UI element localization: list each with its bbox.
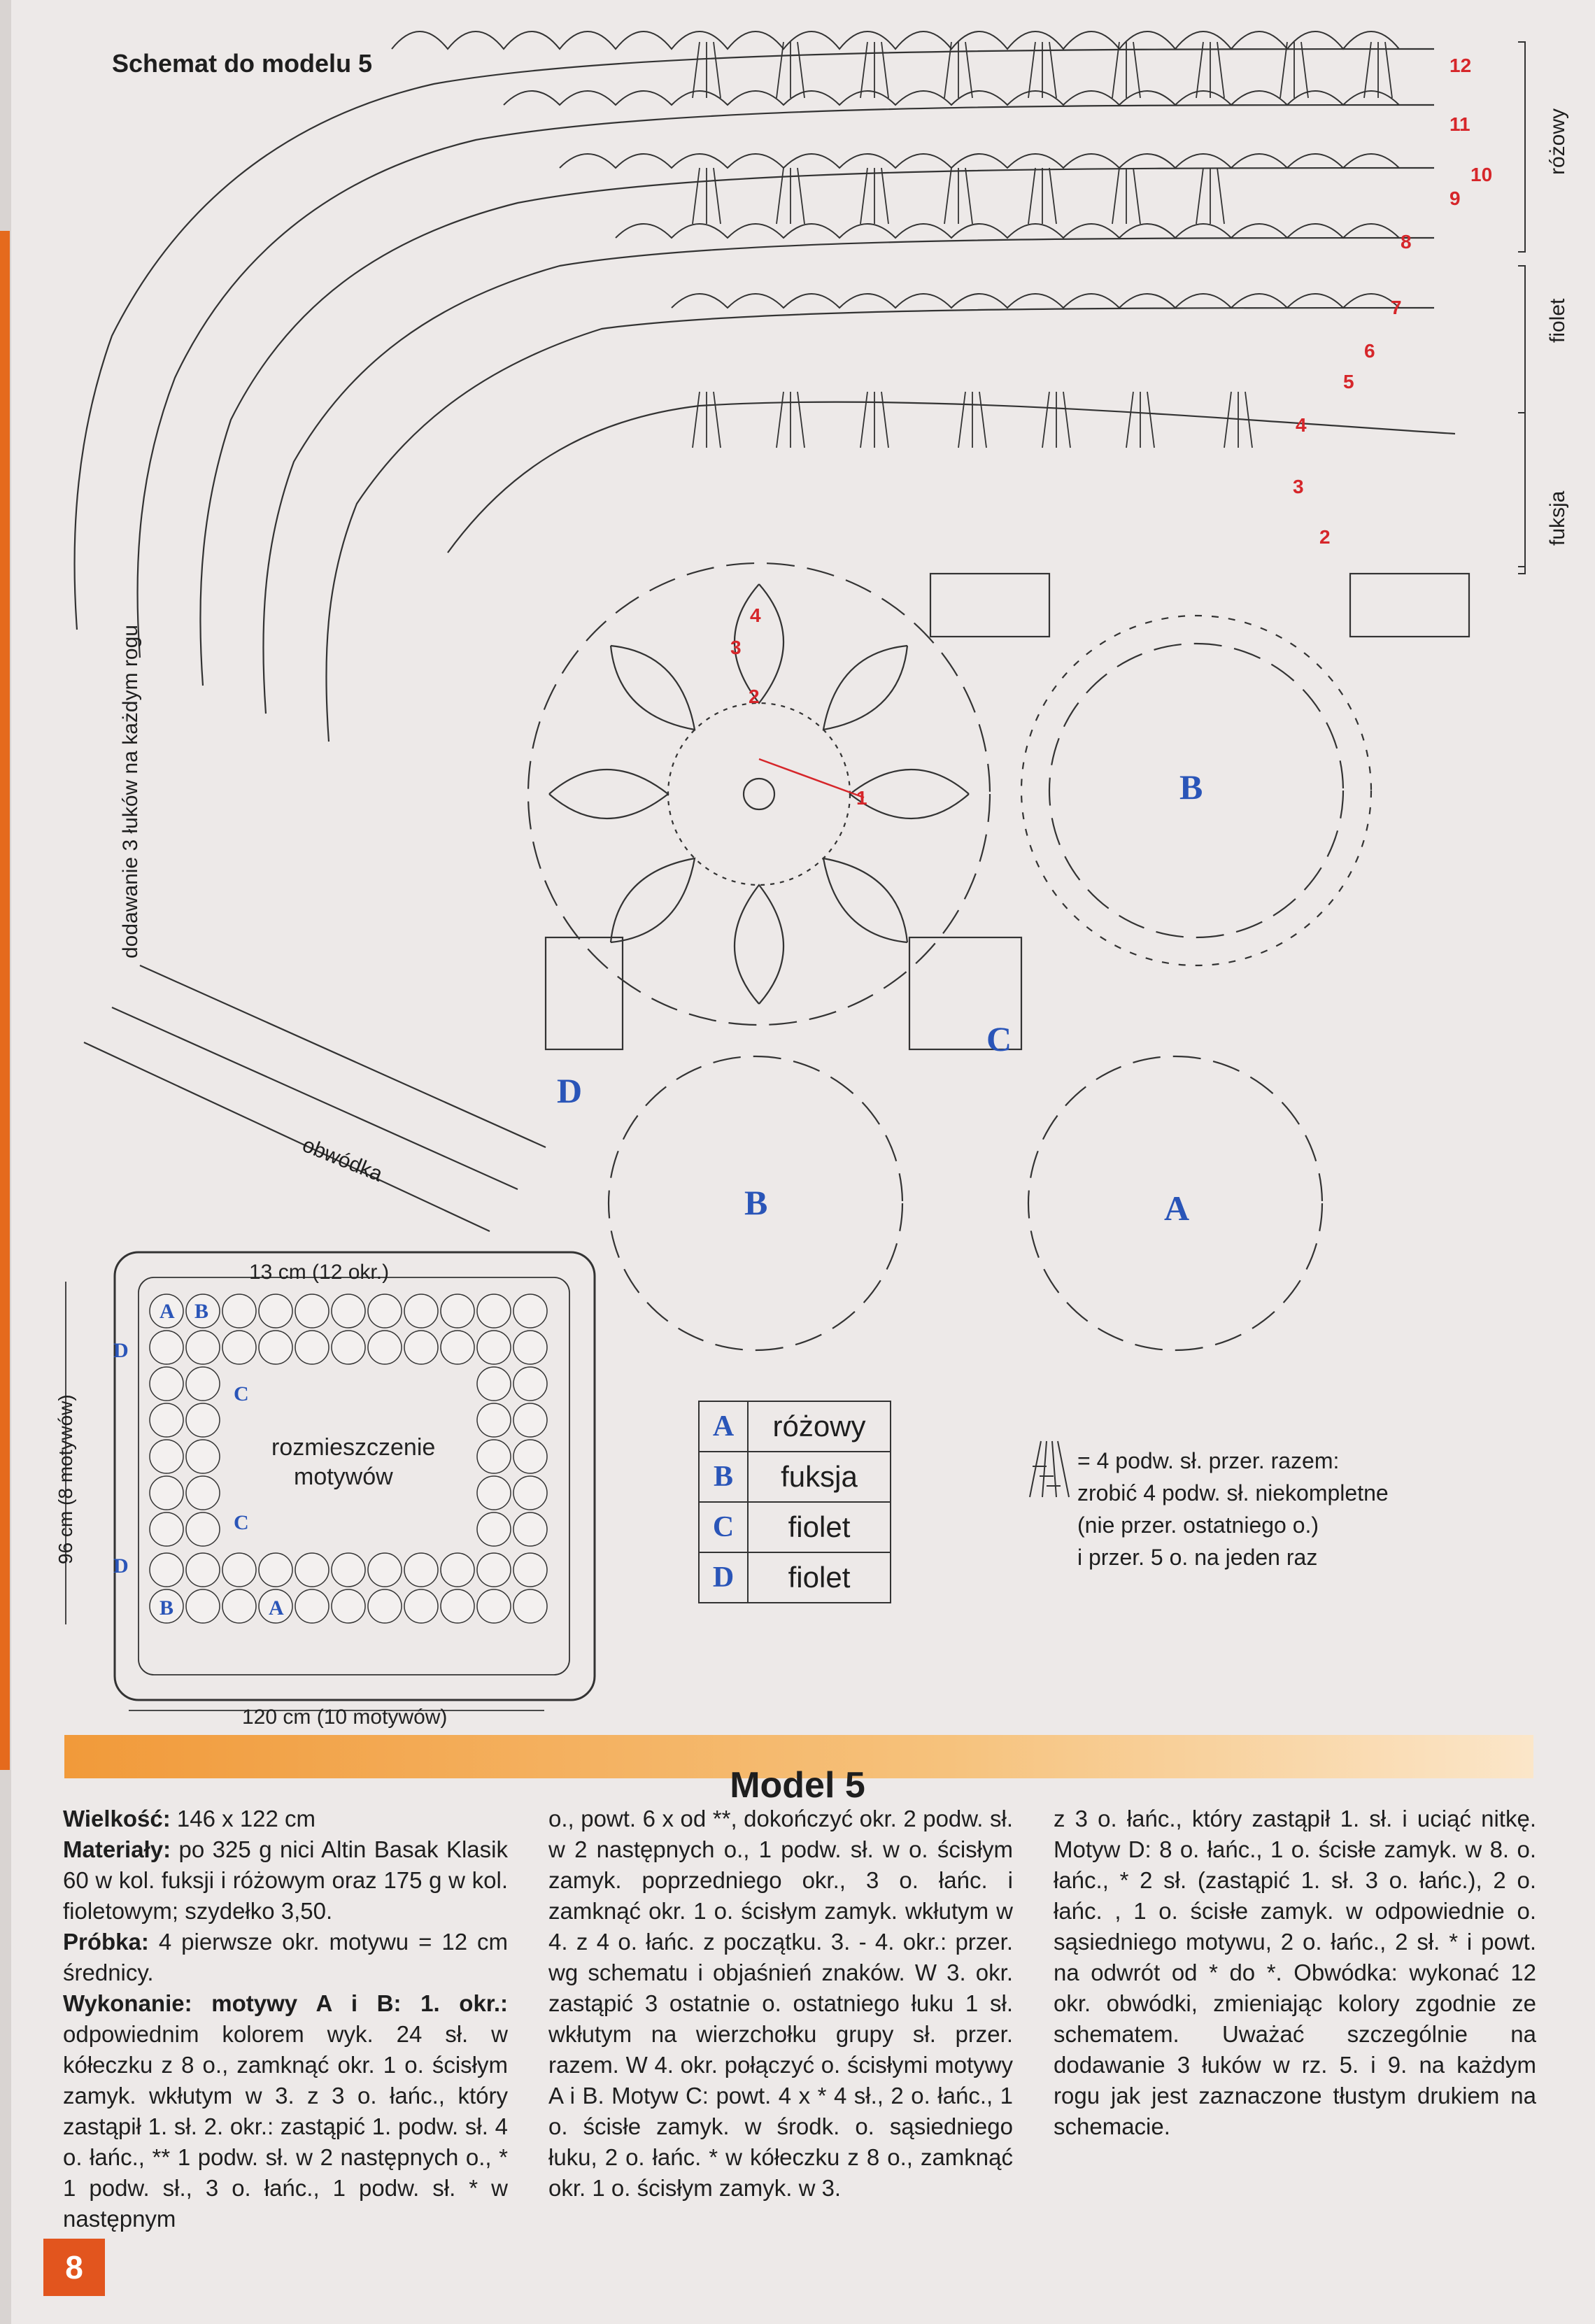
paragraph: z 3 o. łańc., który zastąpił 1. sł. i uciąć nitkę. Motyw D: 8 o. łańc., 1 o. ścisłe zamyk. w 8. o. łańc., * 2 sł. (zastąpić 1. sł. 3 o. łańc.), 2 o. łańc. , 1 o. ścisłe zamyk. w odpowiednie o. sąsiedniego motywu, 2 o. łańc., 2 sł. * i powt. na odwrót od * do *. Obwódka: wykonać 12 okr. obwódki, zmieniając kolory zgodnie ze schematem. Uważać szczególnie na dodawanie 3 łuków w rz. 5. i 9. na każdym rogu jak jest zaznaczone tłustym drukiem na schemacie. <box>1054 1806 1536 2139</box>
row-number: 10 <box>1470 164 1493 185</box>
diagram-title: Schemat do modelu 5 <box>112 49 373 78</box>
legend-row: C fiolet <box>699 1502 891 1552</box>
layout-letter-c: C <box>234 1382 249 1405</box>
row-number: 6 <box>1364 340 1375 362</box>
layout-letter-c: C <box>234 1511 249 1534</box>
row-number: 2 <box>1319 526 1331 548</box>
legend-row: B fuksja <box>699 1452 891 1502</box>
article-column-2 <box>548 1804 1013 2204</box>
layout-letter-b: B <box>160 1596 174 1620</box>
cluster-stitch-symbol-icon <box>1030 1441 1069 1497</box>
color-legend-table <box>698 1401 891 1603</box>
stitch-symbol-note: = 4 podw. sł. przer. razem: zrobić 4 podw. sł. niekompletne (nie przer. ostatniego o.) i przer. 5 o. na jeden raz <box>1077 1448 1389 1570</box>
pink-color-label: różowy <box>1546 108 1569 175</box>
layout-center-label: rozmieszczenie <box>271 1434 436 1461</box>
motif-letter-b: B <box>744 1183 768 1222</box>
row-number: 3 <box>1293 476 1304 497</box>
row-number: 5 <box>1343 371 1354 392</box>
layout-letter-d: D <box>113 1554 129 1578</box>
row-number: 4 <box>1296 414 1307 436</box>
border-label: obwódka <box>299 1133 386 1186</box>
motif-letter-c: C <box>986 1019 1012 1058</box>
corner-size-label: 13 cm (12 okr.) <box>249 1261 390 1284</box>
corner-increase-label: dodawanie 3 łuków na każdym rogu <box>119 625 142 958</box>
row-number: 11 <box>1449 113 1470 135</box>
row-number: 12 <box>1449 55 1472 76</box>
motif-letter-b: B <box>1179 767 1203 807</box>
row-number: 2 <box>749 686 760 707</box>
legend-row: A różowy <box>699 1401 891 1452</box>
row-number: 9 <box>1449 187 1461 209</box>
motif-letter-d: D <box>557 1071 583 1110</box>
square-motif-top <box>930 574 1049 637</box>
paragraph: Materiały: po 325 g nici Altin Basak Klasik 60 w kol. fuksji i różowym oraz 175 g w kol. fioletowym; szydełko 3,50. <box>63 1836 508 1924</box>
layout-letter-a: A <box>269 1596 284 1620</box>
fuchsia-color-label: fuksja <box>1546 490 1569 546</box>
layout-center-label: motywów <box>294 1464 393 1490</box>
square-motif-top-right <box>1350 574 1469 637</box>
row-number: 4 <box>750 604 761 626</box>
paragraph: o., powt. 6 x od **, dokończyć okr. 2 podw. sł. w 2 następnych o., 1 podw. sł. w o. ścisłym zamyk. poprzedniego okr., 3 o. łańc. i zamknąć okr. 1 o. ścisłym zamyk. wkłutym w 4. z 4 o. łańc. z początku. 3. - 4. okr.: przer. wg schematu i objaśnień znaków. W 3. okr. zastąpić 3 ostatnie o. ostatniego łuku 1 sł. wkłutym na wierzchołku grupy sł. przer. razem. W 4. okr. połączyć o. ścisłymi motywy A i B. Motyw C: powt. 4 x * 4 sł., 2 o. łańc., 1 o. ścisłe zamyk. w środk. o. sąsiedniego łuku, 2 o. łańc. * w kółeczku z 8 o., zamknąć okr. 1 o. ścisłym zamyk. w 3. <box>548 1806 1013 2201</box>
paragraph: Wykonanie: motywy A i B: 1. okr.: odpowiednim kolorem wyk. 24 sł. w kółeczku z 8 o., zamknąć okr. 1 o. ścisłym zamyk. wkłutym w 3. z 3 o. łańc., który zastąpił 1. sł. 2. okr.: zastąpić 1. podw. sł. 4 o. łańc., ** 1 podw. sł. w 2 następnych o., * 1 podw. sł., 3 o. łańc., 1 podw. sł. * w następnym <box>63 1990 508 2232</box>
article-column-1 <box>63 1804 508 2234</box>
motif-letter-a: A <box>1164 1189 1190 1228</box>
article-column-3 <box>1054 1804 1536 2142</box>
row-number: 7 <box>1391 297 1402 318</box>
paragraph: Próbka: 4 pierwsze okr. motywu = 12 cm średnicy. <box>63 1929 508 1985</box>
square-motif-d <box>546 937 623 1049</box>
scallops <box>392 31 1399 308</box>
width-label: 120 cm (10 motywów) <box>242 1706 448 1729</box>
flower-motif-1 <box>528 563 990 1025</box>
model-title: Model 5 <box>730 1765 865 1806</box>
flower-motif-3 <box>609 1056 1322 1350</box>
row-number: 1 <box>856 787 867 809</box>
layout-letter-d: D <box>113 1339 129 1362</box>
height-label: 96 cm (8 motywów) <box>55 1394 76 1564</box>
layout-letter-b: B <box>194 1300 209 1323</box>
page-number: 8 <box>43 2239 105 2296</box>
paragraph: Wielkość: 146 x 122 cm <box>63 1806 316 1831</box>
row-number: 8 <box>1401 231 1412 253</box>
layout-letter-a: A <box>160 1300 175 1323</box>
row-number: 3 <box>730 637 742 658</box>
legend-row: D fiolet <box>699 1552 891 1603</box>
violet-color-label: fiolet <box>1546 298 1569 343</box>
